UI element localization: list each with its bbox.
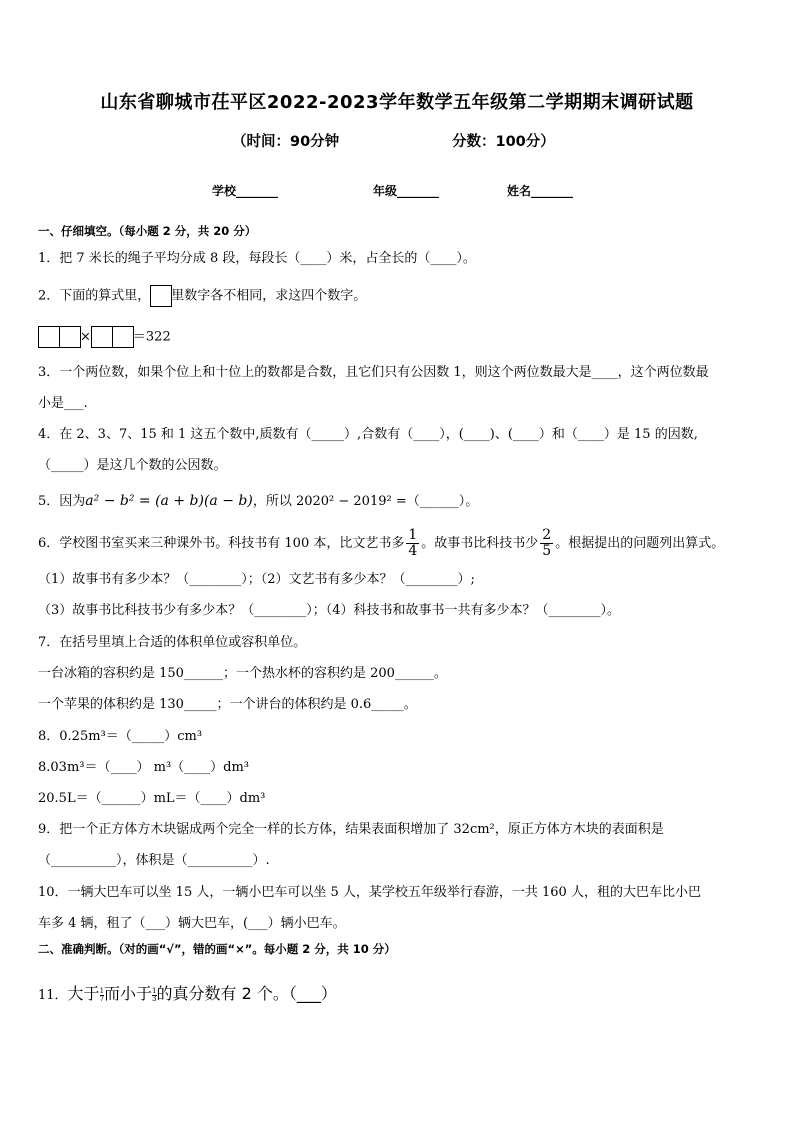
digit-box[interactable] xyxy=(112,326,134,348)
equation-result: ＝322 xyxy=(132,329,171,345)
fraction-one-seventh: $\frac{1}{7}$ xyxy=(99,987,105,1003)
grade-field[interactable]: 年级_______ xyxy=(373,184,440,198)
digit-box[interactable] xyxy=(91,326,113,348)
question-6-sub-1: （1）故事书有多少本？（________）；（2）文艺书有多少本？（________）; xyxy=(38,572,475,587)
question-8-a: 8．0.25m³＝（_____）cm³ xyxy=(38,729,203,744)
question-6-text-b: 。故事书比科技书少 xyxy=(421,536,539,551)
exam-time: （时间：90分钟 xyxy=(232,134,340,150)
question-11-number: 11． xyxy=(38,988,68,1003)
name-field[interactable]: 姓名_______ xyxy=(507,184,574,198)
digit-box-icon xyxy=(150,285,172,307)
question-2-equation xyxy=(38,326,171,348)
question-6-sub-2: （3）故事书比科技书少有多少本？（________）；（4）科技书和故事书一共有多少本？（________）。 xyxy=(38,603,621,618)
digit-box[interactable] xyxy=(59,326,81,348)
question-5-text-b: ，所以 2020² − 2019² =（______）。 xyxy=(252,494,479,509)
question-11-text-a: 大于 xyxy=(67,984,100,1003)
digit-box[interactable] xyxy=(38,326,60,348)
question-8-b: 8.03m³＝（____） m³（____）dm³ xyxy=(38,760,250,775)
fraction-one-third: $\frac{1}{3}$ xyxy=(152,987,157,1003)
question-6 xyxy=(38,528,724,560)
question-11-text-c: 的真分数有 2 个。（___） xyxy=(156,984,337,1003)
section-2-heading: 二、准确判断。（对的画“√”，错的画“×”。每小题 2 分，共 10 分） xyxy=(38,942,396,956)
question-7-sub-2: 一个苹果的体积约是 130_____；一个讲台的体积约是 0.6_____。 xyxy=(38,697,417,712)
question-3-line-1: 3．一个两位数，如果个位上和十位上的数都是合数，且它们只有公因数 1，则这个两位数最大是____，这个两位数最 xyxy=(38,365,709,380)
question-9-line-2: （__________），体积是（__________）. xyxy=(38,853,270,868)
question-1: 1．把 7 米长的绳子平均分成 8 段，每段长（____）米，占全长的（____）。 xyxy=(38,251,476,266)
question-3-line-2: 小是___. xyxy=(38,396,88,411)
school-field[interactable]: 学校_______ xyxy=(212,184,279,198)
question-2-text-a: 2．下面的算式里， xyxy=(38,288,151,304)
question-8-c: 20.5L＝（______）mL＝（____）dm³ xyxy=(38,791,266,806)
exam-score: 分数：100分） xyxy=(452,134,555,150)
question-10-line-2: 车多 4 辆，租了（___）辆大巴车，(___）辆小巴车。 xyxy=(38,916,346,931)
question-5-formula: a² − b² = (a + b)(a − b) xyxy=(85,493,253,509)
question-11 xyxy=(38,984,337,1006)
fraction-two-fifths: $\frac{2}{5}$ xyxy=(542,527,552,559)
question-7: 7．在括号里填上合适的体积单位或容积单位。 xyxy=(38,635,307,650)
question-10-line-1: 10．一辆大巴车可以坐 15 人，一辆小巴车可以坐 5 人，某学校五年级举行春游，一共 160 人，租的大巴车比小巴 xyxy=(38,885,701,900)
times-sign: × xyxy=(80,329,91,345)
question-6-text-c: 。根据提出的问题列出算式。 xyxy=(555,536,725,551)
page-title: 山东省聊城市茌平区2022-2023学年数学五年级第二学期期末调研试题 xyxy=(100,92,694,113)
question-4-line-2: （_____）是这几个数的公因数。 xyxy=(38,458,227,473)
question-4-line-1: 4．在 2、3、7、15 和 1 这五个数中,质数有（_____）,合数有（____），(____)、(____）和（____）是 15 的因数, xyxy=(38,427,698,442)
question-9-line-1: 9．把一个正方体方木块锯成两个完全一样的长方体，结果表面积增加了 32cm²，原正方体方木块的表面积是 xyxy=(38,822,664,837)
question-5 xyxy=(38,492,478,511)
section-1-heading: 一、仔细填空。（每小题 2 分，共 20 分） xyxy=(38,224,257,238)
question-11-text-b: 而小于 xyxy=(104,984,153,1003)
fraction-one-quarter: $\frac{1}{4}$ xyxy=(408,527,418,559)
question-7-sub-1: 一台冰箱的容积约是 150______；一个热水杯的容积约是 200______。 xyxy=(38,666,447,681)
question-2-text-b: 里数字各不相同，求这四个数字。 xyxy=(171,288,367,304)
question-5-text-a: 5．因为 xyxy=(38,494,86,509)
question-6-text-a: 6．学校图书室买来三种课外书。科技书有 100 本，比文艺书多 xyxy=(38,536,405,551)
question-2 xyxy=(38,285,366,307)
